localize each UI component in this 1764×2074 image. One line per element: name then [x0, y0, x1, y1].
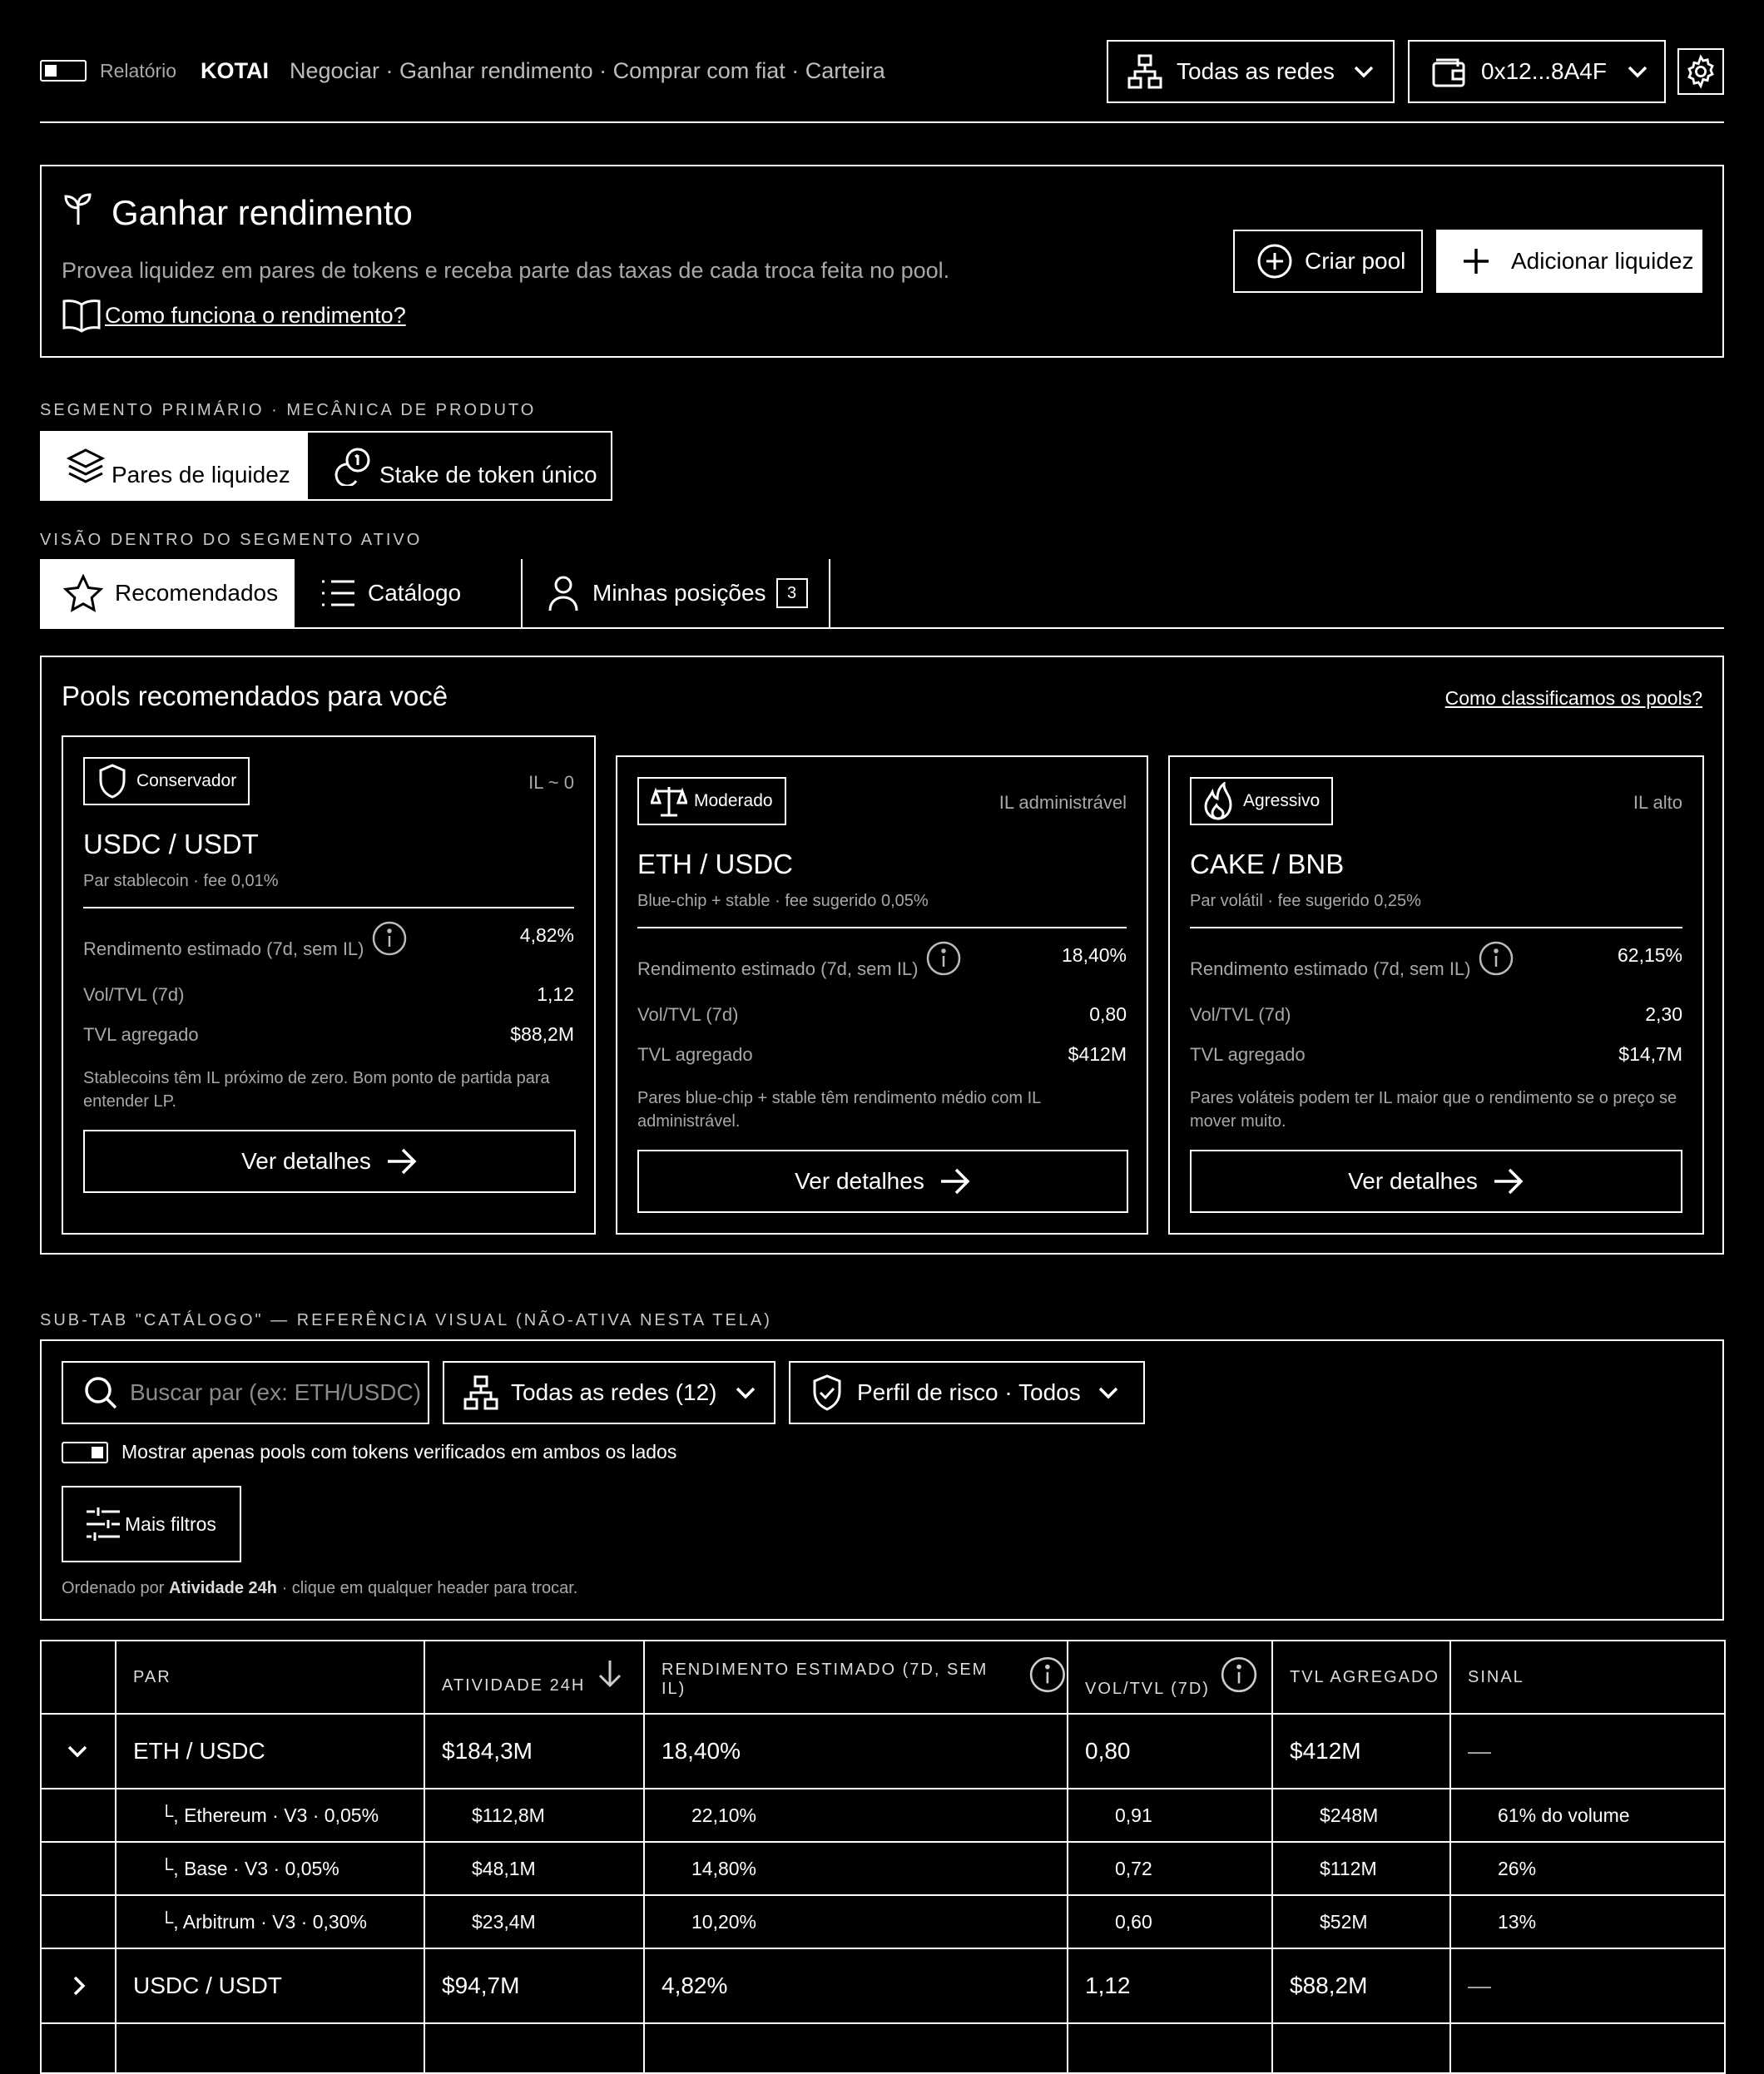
sort-key: Atividade 24h [168, 1579, 278, 1597]
catalog-caption: SUB-TAB "CATÁLOGO" — REFERÊNCIA VISUAL (NÃO-ATIVA NESTA TELA) [40, 1311, 772, 1329]
help-link[interactable] [62, 298, 406, 333]
row-vol: 0,60 [1068, 1895, 1272, 1948]
network-selector[interactable] [1107, 40, 1395, 103]
view-details-button[interactable] [637, 1150, 1128, 1213]
subrow-spacer [41, 1842, 116, 1895]
table-cell [1450, 2023, 1725, 2073]
main-nav[interactable]: Negociar · Ganhar rendimento · Comprar com fiat · Carteira [290, 58, 885, 83]
chevron-right-icon [67, 1972, 92, 2000]
row-tvl: $112M [1272, 1842, 1450, 1895]
verified-toggle[interactable] [62, 1441, 676, 1463]
vol-label: Vol/TVL (7d) [637, 1004, 739, 1025]
subrow-spacer [41, 1789, 116, 1842]
pool-pair: USDC / USDT [83, 829, 259, 859]
table-subrow[interactable] [41, 1895, 1725, 1948]
table-cell [116, 2023, 424, 2073]
column-header-tvl[interactable]: TVL AGREGADO [1272, 1641, 1450, 1714]
info-icon[interactable] [1478, 940, 1514, 977]
table-subrow[interactable] [41, 1789, 1725, 1842]
column-header-vol-label: VOL/TVL (7D) [1085, 1680, 1210, 1698]
recommended-panel [40, 656, 1724, 1255]
vol-label: Vol/TVL (7d) [1190, 1004, 1291, 1025]
verified-toggle-label: Mostrar apenas pools com tokens verificados em ambos os lados [121, 1441, 677, 1463]
row-activity: $184,3M [424, 1714, 644, 1789]
network-filter-label: Todas as redes (12) [511, 1379, 717, 1405]
chevron-down-icon [1351, 59, 1376, 84]
network-icon [1127, 53, 1163, 90]
row-vol: 0,91 [1068, 1789, 1272, 1842]
pool-card-aggressive[interactable] [1168, 755, 1704, 1235]
wallet-icon [1431, 55, 1466, 88]
vol-value: 2,30 [1645, 1003, 1682, 1025]
table-cell [644, 2023, 1068, 2073]
pool-pair: CAKE / BNB [1190, 849, 1345, 879]
row-vol: 0,80 [1068, 1714, 1272, 1789]
pool-note: Stablecoins têm IL próximo de zero. Bom ponto de partida para entender LP. [83, 1069, 550, 1111]
risk-filter[interactable] [789, 1361, 1145, 1424]
row-activity: $112,8M [424, 1789, 644, 1842]
wallet-selector[interactable] [1408, 40, 1666, 103]
coins-icon [333, 446, 373, 486]
row-yield: 4,82% [644, 1948, 1068, 2023]
row-vol: 0,72 [1068, 1842, 1272, 1895]
search-field[interactable] [62, 1361, 429, 1424]
risk-badge-label: Conservador [136, 771, 237, 790]
tvl-value: $88,2M [510, 1023, 574, 1045]
il-level: IL administrável [998, 792, 1127, 813]
column-header-vol[interactable] [1068, 1641, 1272, 1714]
search-placeholder: Buscar par (ex: ETH/USDC) [130, 1379, 422, 1405]
row-activity: $48,1M [424, 1842, 644, 1895]
tab-liquidity-pairs[interactable] [42, 433, 308, 499]
subrow-spacer [41, 1895, 116, 1948]
risk-badge [637, 777, 786, 825]
row-tvl: $412M [1272, 1714, 1450, 1789]
tvl-value: $14,7M [1618, 1043, 1682, 1065]
book-icon [62, 298, 102, 333]
shield-check-icon [810, 1374, 844, 1412]
pools-table [40, 1640, 1726, 2074]
row-tvl: $88,2M [1272, 1948, 1450, 2023]
shield-icon [97, 763, 128, 799]
sort-prefix: Ordenado por [62, 1579, 165, 1597]
risk-filter-label: Perfil de risco · Todos [857, 1379, 1081, 1405]
flame-icon [1203, 782, 1233, 820]
yield-value: 4,82% [519, 924, 574, 946]
list-icon [320, 577, 356, 610]
yield-label: Rendimento estimado (7d, sem IL) [637, 958, 919, 979]
create-pool-button[interactable] [1233, 230, 1423, 293]
arrow-right-icon [939, 1167, 971, 1195]
view-details-label: Ver detalhes [1348, 1168, 1478, 1194]
add-liquidity-label: Adicionar liquidez [1511, 248, 1694, 274]
tab-catalog-label: Catálogo [368, 580, 462, 606]
table-cell [1068, 2023, 1272, 2073]
tvl-label: TVL agregado [637, 1044, 753, 1065]
chevron-down-icon [1096, 1380, 1121, 1405]
view-details-button[interactable] [1190, 1150, 1682, 1213]
network-selector-label: Todas as redes [1177, 58, 1335, 84]
row-tvl: $52M [1272, 1895, 1450, 1948]
tvl-label: TVL agregado [1190, 1044, 1306, 1065]
network-filter[interactable] [443, 1361, 775, 1424]
expand-column-header [41, 1641, 116, 1714]
page-title: Ganhar rendimento [111, 193, 413, 232]
view-tabs [40, 559, 1724, 629]
risk-badge-label: Moderado [694, 791, 773, 810]
table-cell [424, 2023, 644, 2073]
toggle-switch[interactable] [62, 1442, 108, 1463]
tab-single-stake-label: Stake de token único [379, 462, 597, 488]
pool-card-conservative[interactable] [62, 735, 596, 1235]
hero-panel [40, 165, 1724, 358]
info-icon[interactable] [1220, 1656, 1258, 1694]
tab-my-positions-label: Minhas posições [592, 580, 766, 606]
risk-badge-label: Agressivo [1243, 791, 1321, 810]
column-header-yield-label: RENDIMENTO ESTIMADO (7D, SEM IL) [662, 1661, 989, 1698]
table-row[interactable] [41, 1948, 1725, 2023]
table-row[interactable] [41, 1714, 1725, 1789]
pool-note: Pares voláteis podem ter IL maior que o rendimento se o preço se mover muito. [1190, 1089, 1677, 1131]
scale-icon [651, 785, 687, 818]
row-pair: USDC / USDT [116, 1948, 424, 2023]
sort-suffix: · clique em qualquer header para trocar. [281, 1579, 578, 1597]
add-liquidity-button[interactable] [1436, 230, 1702, 293]
create-pool-label: Criar pool [1305, 248, 1406, 274]
brand-logo[interactable]: KOTAI [201, 58, 269, 83]
table-row[interactable] [41, 2023, 1725, 2073]
risk-badge [83, 757, 250, 805]
user-icon [548, 575, 579, 611]
row-signal: 13% [1450, 1895, 1725, 1948]
arrow-right-icon [386, 1147, 418, 1176]
row-activity: $94,7M [424, 1948, 644, 2023]
row-tvl: $248M [1272, 1789, 1450, 1842]
tab-my-positions[interactable] [523, 559, 830, 627]
recommended-title: Pools recomendados para você [62, 681, 448, 711]
info-icon[interactable] [925, 940, 962, 977]
column-header-pair[interactable]: PAR [116, 1641, 424, 1714]
catalog-filters-panel [40, 1339, 1724, 1621]
hero-description: Provea liquidez em pares de tokens e receba parte das taxas de cada troca feita no pool. [62, 258, 950, 283]
yield-label: Rendimento estimado (7d, sem IL) [1190, 958, 1471, 979]
plus-circle-icon [1256, 243, 1293, 280]
arrow-right-icon [1493, 1167, 1524, 1195]
pool-subtitle: Blue-chip + stable · fee sugerido 0,05% [637, 892, 929, 910]
expand-toggle[interactable] [41, 1948, 116, 2023]
more-filters-label: Mais filtros [125, 1512, 216, 1535]
column-header-activity-label: ATIVIDADE 24H [442, 1676, 586, 1695]
tvl-value: $412M [1068, 1043, 1127, 1065]
table-cell [41, 2023, 116, 2073]
segment-tabs [40, 431, 612, 501]
row-yield: 22,10% [644, 1789, 1068, 1842]
column-header-yield[interactable] [644, 1641, 1068, 1714]
tab-catalog[interactable] [295, 559, 523, 627]
settings-button[interactable] [1677, 48, 1724, 95]
column-header-signal[interactable]: SINAL [1450, 1641, 1725, 1714]
row-activity: $23,4M [424, 1895, 644, 1948]
il-level: IL ~ 0 [528, 772, 574, 793]
pool-subtitle: Par volátil · fee sugerido 0,25% [1190, 892, 1421, 910]
row-pair: ETH / USDC [116, 1714, 424, 1789]
more-filters-button[interactable] [62, 1486, 241, 1562]
sprout-icon [63, 190, 97, 226]
tvl-label: TVL agregado [83, 1024, 199, 1045]
info-icon[interactable] [371, 920, 408, 957]
sort-hint [62, 1579, 577, 1598]
row-pair: └, Arbitrum · V3 · 0,30% [116, 1895, 424, 1948]
search-icon [83, 1375, 118, 1410]
risk-badge [1190, 777, 1333, 825]
yield-value: 62,15% [1617, 944, 1682, 966]
table-subrow[interactable] [41, 1842, 1725, 1895]
vol-label: Vol/TVL (7d) [83, 984, 185, 1005]
view-details-label: Ver detalhes [241, 1148, 371, 1174]
layers-icon [67, 447, 105, 485]
report-toggle[interactable] [40, 60, 87, 82]
view-details-label: Ver detalhes [795, 1168, 924, 1194]
chevron-down-icon [63, 1739, 92, 1764]
expand-toggle[interactable] [41, 1714, 116, 1789]
row-yield: 14,80% [644, 1842, 1068, 1895]
vol-value: 1,12 [537, 983, 574, 1005]
row-yield: 10,20% [644, 1895, 1068, 1948]
top-bar [40, 40, 1724, 123]
plus-icon [1461, 246, 1491, 276]
tab-recommended[interactable] [40, 559, 295, 627]
table-header-row [41, 1641, 1725, 1714]
segment-caption: SEGMENTO PRIMÁRIO · MECÂNICA DE PRODUTO [40, 401, 537, 419]
views-caption: VISÃO DENTRO DO SEGMENTO ATIVO [40, 531, 423, 549]
row-yield: 18,40% [644, 1714, 1068, 1789]
pool-subtitle: Par stablecoin · fee 0,01% [83, 872, 279, 890]
row-signal: 26% [1450, 1842, 1725, 1895]
pool-note: Pares blue-chip + stable têm rendimento médio com IL administrável. [637, 1089, 1041, 1131]
pool-pair: ETH / USDC [637, 849, 794, 879]
vol-value: 0,80 [1089, 1003, 1127, 1025]
wallet-address: 0x12...8A4F [1481, 58, 1607, 84]
arrow-down-icon [597, 1659, 623, 1689]
row-vol: 1,12 [1068, 1948, 1272, 2023]
yield-value: 18,40% [1061, 944, 1127, 966]
table-cell [1272, 2023, 1450, 2073]
row-pair: └, Ethereum · V3 · 0,05% [116, 1789, 424, 1842]
tab-single-stake[interactable] [308, 433, 611, 499]
il-level: IL alto [1633, 792, 1682, 813]
row-signal: — [1450, 1714, 1725, 1789]
yield-label: Rendimento estimado (7d, sem IL) [83, 938, 364, 959]
star-icon [63, 574, 103, 612]
chevron-down-icon [1625, 59, 1650, 84]
positions-count-badge: 3 [776, 578, 808, 608]
sliders-icon [85, 1507, 121, 1542]
gear-icon [1683, 54, 1718, 89]
help-link-text: Como funciona o rendimento? [105, 302, 406, 328]
row-pair: └, Base · V3 · 0,05% [116, 1842, 424, 1895]
pool-card-moderate[interactable] [616, 755, 1148, 1235]
row-signal: — [1450, 1948, 1725, 2023]
view-details-button[interactable] [83, 1130, 576, 1193]
ranking-help-link[interactable]: Como classificamos os pools? [1444, 687, 1702, 709]
chevron-down-icon [733, 1380, 758, 1405]
report-label: Relatório [100, 60, 177, 82]
row-signal: 61% do volume [1450, 1789, 1725, 1842]
tab-liquidity-pairs-label: Pares de liquidez [111, 462, 290, 488]
tab-recommended-label: Recomendados [115, 580, 279, 606]
column-header-activity[interactable] [424, 1641, 644, 1714]
info-icon[interactable] [1028, 1656, 1067, 1694]
network-icon [463, 1374, 499, 1411]
